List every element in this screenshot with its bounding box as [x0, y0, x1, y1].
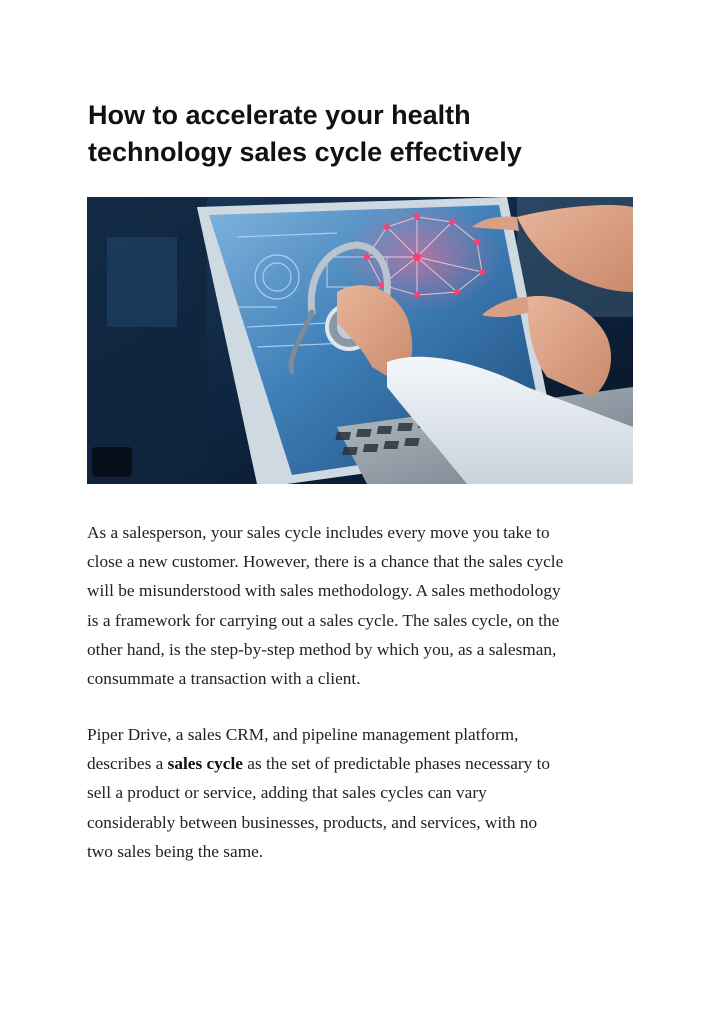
hero-illustration — [87, 197, 633, 484]
paragraph-2-line-5: two sales being the same. — [87, 841, 264, 861]
health-tech-hero-image — [87, 197, 633, 484]
paragraph-2-line-1: Piper Drive, a sales CRM, and pipeline management platform, — [87, 725, 519, 744]
paragraph-2-line-3: sell a product or service, adding that sales cycles can vary — [87, 783, 487, 803]
paragraph-1-line-6: consummate a transaction with a client. — [87, 669, 361, 689]
article-title-line-2: technology sales cycle effectively — [88, 137, 522, 167]
article-title-line-1: How to accelerate your health — [88, 100, 471, 130]
paragraph-2-line-2-before: describes a — [87, 754, 168, 774]
paragraph-2-line-2-after: as the set of predictable phases necessary to — [242, 754, 551, 774]
paragraph-1-line-3: will be misunderstood with sales methodology. A sales methodology — [87, 581, 561, 601]
paragraph-piper-drive-definition — [87, 720, 647, 866]
paragraph-2-line-4: considerably between businesses, products, and services, with no — [87, 812, 538, 832]
paragraph-sales-cycle-intro — [87, 518, 647, 693]
paragraph-1-line-4: is a framework for carrying out a sales cycle. The sales cycle, on the — [87, 610, 560, 630]
article-title — [88, 97, 648, 171]
paragraph-1-line-5: other hand, is the step-by-step method by which you, as a salesman, — [87, 639, 557, 659]
sales-cycle-bold-term: sales cycle — [167, 754, 243, 774]
paragraph-1-line-2: close a new customer. However, there is a chance that the sales cycle — [87, 552, 564, 572]
paragraph-2-line-2 — [87, 749, 647, 778]
paragraph-1-line-1: As a salesperson, your sales cycle includes every move you take to — [87, 523, 550, 542]
